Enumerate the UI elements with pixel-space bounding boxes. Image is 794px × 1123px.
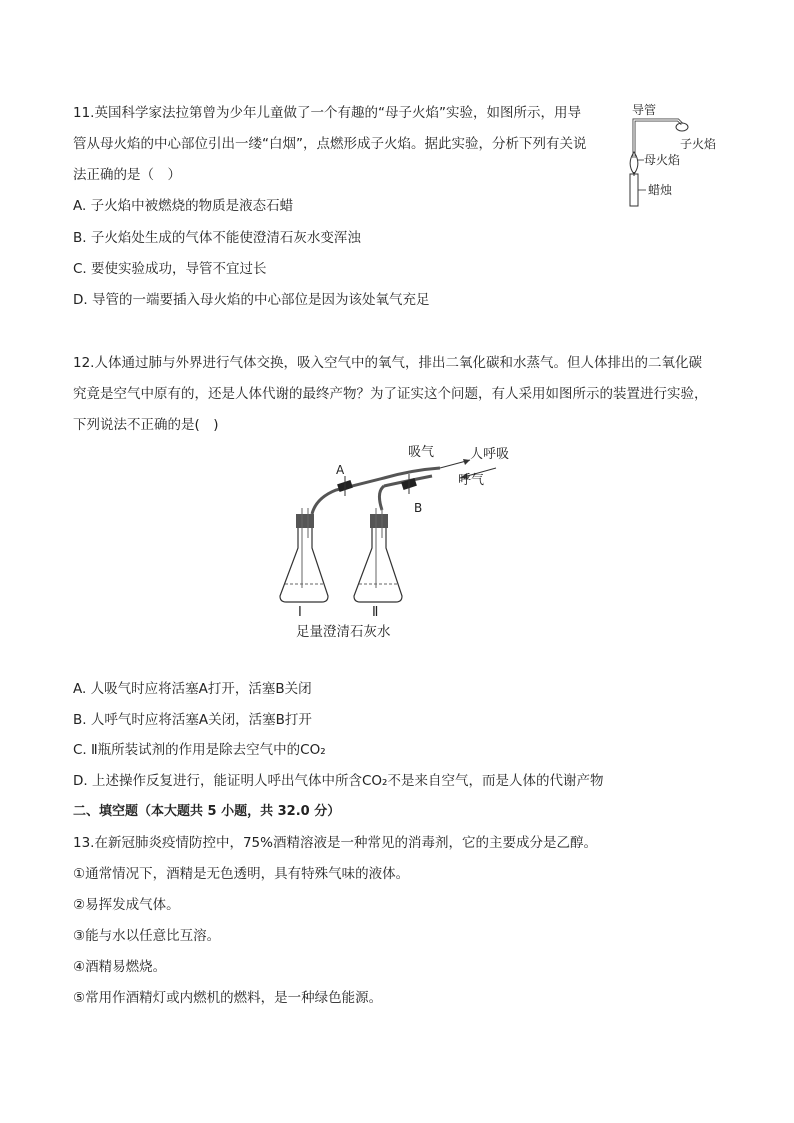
q11-option-d: D. 导管的一端要插入母火焰的中心部位是因为该处氧气充足 — [73, 292, 430, 308]
label-exhale: 呼气 — [458, 473, 485, 488]
label-bottle-2: Ⅱ — [372, 605, 379, 618]
q12-stem-line-2: 究竟是空气中原有的，还是人体代谢的最终产物？为了证实这个问题，有人采用如图所示的装置进行实验， — [73, 386, 708, 402]
q12-option-d: D. 上述操作反复进行，能证明人呼出气体中所含CO₂不是来自空气，而是人体的代谢产物 — [73, 773, 604, 789]
label-valve-a: A — [336, 463, 345, 477]
q12-option-a: A. 人吸气时应将活塞A打开，活塞B关闭 — [73, 681, 312, 697]
q12-figure — [272, 438, 532, 648]
label-inhale: 吸气 — [408, 445, 435, 460]
q13-item-2: ②易挥发成气体。 — [73, 897, 180, 913]
q12-figure-caption: 足量澄清石灰水 — [296, 624, 391, 640]
q13-item-4: ④酒精易燃烧。 — [73, 959, 167, 975]
child-flame-shape — [676, 123, 688, 131]
label-candle: 蜡烛 — [648, 183, 673, 197]
label-mother-flame: 母火焰 — [644, 153, 681, 167]
breathing-apparatus-diagram — [272, 438, 532, 618]
q12-option-c: C. Ⅱ瓶所装试剂的作用是除去空气中的CO₂ — [73, 742, 326, 758]
mother-child-flame-diagram — [618, 100, 730, 212]
flask-1 — [280, 528, 328, 602]
q11-stem-line-3: 法正确的是（ ） — [73, 167, 181, 183]
q13-item-5: ⑤常用作酒精灯或内燃机的燃料，是一种绿色能源。 — [73, 990, 383, 1006]
flask-2-stopper — [370, 514, 388, 528]
label-valve-b: B — [414, 501, 423, 515]
label-tube: 导管 — [632, 103, 657, 117]
q12-option-b: B. 人呼气时应将活塞A关闭，活塞B打开 — [73, 712, 312, 728]
q13-stem: 13.在新冠肺炎疫情防控中，75%酒精溶液是一种常见的消毒剂，它的主要成分是乙醇。 — [73, 835, 597, 851]
q11-option-c: C. 要使实验成功，导管不宜过长 — [73, 261, 267, 277]
section-2-heading: 二、填空题（本大题共 5 小题，共 32.0 分） — [73, 804, 341, 819]
label-person-breath: 人呼吸 — [470, 447, 510, 462]
q11-stem-line-1: 11.英国科学家法拉第曾为少年儿童做了一个有趣的“母子火焰”实验，如图所示，用导 — [73, 105, 581, 121]
label-bottle-1: Ⅰ — [298, 605, 302, 618]
q11-option-b: B. 子火焰处生成的气体不能使澄清石灰水变浑浊 — [73, 230, 361, 246]
q13-item-1: ①通常情况下，酒精是无色透明，具有特殊气味的液体。 — [73, 866, 410, 882]
q11-option-a: A. 子火焰中被燃烧的物质是液态石蜡 — [73, 198, 294, 214]
label-child-flame: 子火焰 — [680, 137, 717, 151]
q12-stem-line-1: 12.人体通过肺与外界进行气体交换，吸入空气中的氧气，排出二氧化碳和水蒸气。但人体排出的二氧化碳 — [73, 355, 702, 371]
flask-1-stopper — [296, 514, 314, 528]
q13-item-3: ③能与水以任意比互溶。 — [73, 928, 221, 944]
q11-figure — [618, 100, 730, 212]
candle-shape — [630, 174, 638, 206]
flask-2 — [354, 528, 402, 602]
q11-stem-line-2: 管从母火焰的中心部位引出一缕“白烟”，点燃形成子火焰。据此实验，分析下列有关说 — [73, 136, 587, 152]
q12-stem-line-3: 下列说法不正确的是( ) — [73, 417, 219, 433]
